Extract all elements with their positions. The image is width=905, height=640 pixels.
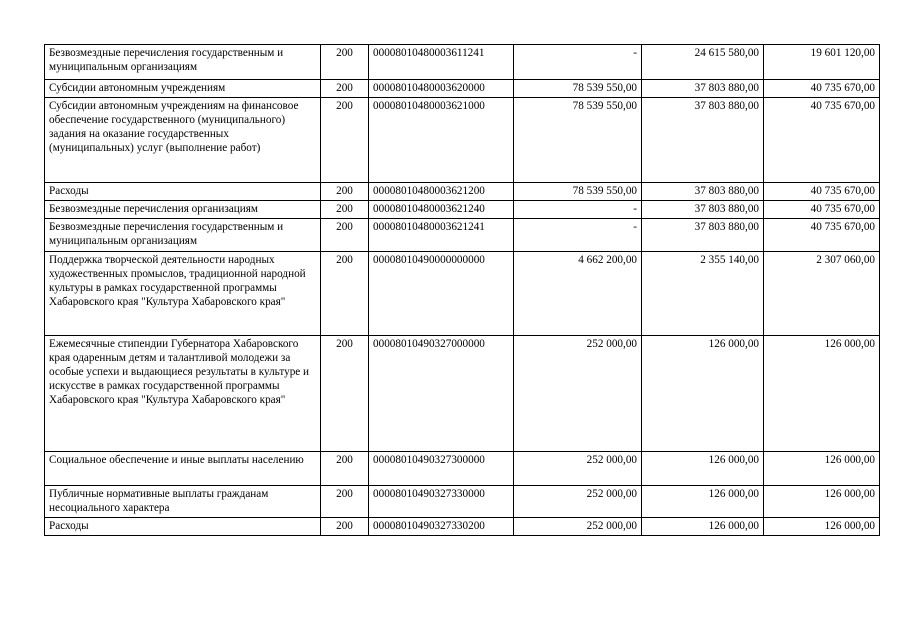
row-target-code-cell: 00008010480003621241 xyxy=(369,219,514,252)
row-code-cell: 200 xyxy=(321,518,369,536)
table-row xyxy=(45,452,880,486)
row-code-cell: 200 xyxy=(321,45,369,80)
row-code-cell: 200 xyxy=(321,98,369,183)
row-sum-3-cell: 126 000,00 xyxy=(764,452,880,486)
table-row xyxy=(45,252,880,336)
row-sum-3-cell: 40 735 670,00 xyxy=(764,201,880,219)
row-sum-2-cell: 37 803 880,00 xyxy=(642,183,764,201)
row-sum-1-cell: 252 000,00 xyxy=(514,336,642,452)
row-code-cell: 200 xyxy=(321,219,369,252)
row-name-cell: Безвозмездные перечисления организациям xyxy=(45,201,321,219)
row-sum-1-cell: 4 662 200,00 xyxy=(514,252,642,336)
row-name-cell: Ежемесячные стипендии Губернатора Хабаровского края одаренным детям и талантливой молодежи за особые успехи и выдающиеся результаты в культуре и искусстве в рамках государственной программы Хабаровского края "Культура Хабаровского края" xyxy=(45,336,321,452)
row-name-cell: Социальное обеспечение и иные выплаты населению xyxy=(45,452,321,486)
row-target-code-cell: 00008010480003620000 xyxy=(369,80,514,98)
row-target-code-cell: 00008010480003621000 xyxy=(369,98,514,183)
row-sum-2-cell: 126 000,00 xyxy=(642,452,764,486)
row-sum-2-cell: 24 615 580,00 xyxy=(642,45,764,80)
row-sum-2-cell: 37 803 880,00 xyxy=(642,201,764,219)
row-target-code-cell: 00008010480003611241 xyxy=(369,45,514,80)
row-sum-1-cell: - xyxy=(514,201,642,219)
table-row xyxy=(45,219,880,252)
row-sum-1-cell: - xyxy=(514,219,642,252)
row-sum-1-cell: 252 000,00 xyxy=(514,518,642,536)
row-sum-2-cell: 2 355 140,00 xyxy=(642,252,764,336)
row-code-cell: 200 xyxy=(321,201,369,219)
row-sum-2-cell: 126 000,00 xyxy=(642,518,764,536)
row-name-cell: Безвозмездные перечисления государственным и муниципальным организациям xyxy=(45,45,321,80)
table-row xyxy=(45,336,880,452)
row-sum-1-cell: - xyxy=(514,45,642,80)
table-row xyxy=(45,80,880,98)
row-sum-2-cell: 37 803 880,00 xyxy=(642,98,764,183)
row-sum-3-cell: 40 735 670,00 xyxy=(764,219,880,252)
row-name-cell: Публичные нормативные выплаты гражданам несоциального характера xyxy=(45,486,321,518)
row-target-code-cell: 00008010490327300000 xyxy=(369,452,514,486)
row-name-cell: Поддержка творческой деятельности народных художественных промыслов, традиционной народной культуры в рамках государственной программы Хабаровского края "Культура Хабаровского края" xyxy=(45,252,321,336)
row-code-cell: 200 xyxy=(321,486,369,518)
row-sum-3-cell: 40 735 670,00 xyxy=(764,80,880,98)
row-sum-1-cell: 252 000,00 xyxy=(514,486,642,518)
row-target-code-cell: 00008010490327000000 xyxy=(369,336,514,452)
row-sum-1-cell: 252 000,00 xyxy=(514,452,642,486)
row-sum-3-cell: 126 000,00 xyxy=(764,486,880,518)
table-row xyxy=(45,183,880,201)
row-sum-2-cell: 126 000,00 xyxy=(642,486,764,518)
row-code-cell: 200 xyxy=(321,80,369,98)
row-sum-1-cell: 78 539 550,00 xyxy=(514,80,642,98)
row-sum-3-cell: 126 000,00 xyxy=(764,336,880,452)
row-sum-3-cell: 40 735 670,00 xyxy=(764,98,880,183)
row-code-cell: 200 xyxy=(321,252,369,336)
row-name-cell: Субсидии автономным учреждениям на финансовое обеспечение государственного (муниципального) задания на оказание государственных (муниципальных) услуг (выполнение работ) xyxy=(45,98,321,183)
row-name-cell: Безвозмездные перечисления государственным и муниципальным организациям xyxy=(45,219,321,252)
row-name-cell: Расходы xyxy=(45,518,321,536)
row-target-code-cell: 00008010490000000000 xyxy=(369,252,514,336)
table-row xyxy=(45,98,880,183)
row-sum-2-cell: 126 000,00 xyxy=(642,336,764,452)
row-sum-1-cell: 78 539 550,00 xyxy=(514,98,642,183)
row-target-code-cell: 00008010490327330200 xyxy=(369,518,514,536)
table-row xyxy=(45,486,880,518)
row-sum-2-cell: 37 803 880,00 xyxy=(642,80,764,98)
row-target-code-cell: 00008010490327330000 xyxy=(369,486,514,518)
table-row xyxy=(45,201,880,219)
row-code-cell: 200 xyxy=(321,452,369,486)
row-name-cell: Расходы xyxy=(45,183,321,201)
row-target-code-cell: 00008010480003621200 xyxy=(369,183,514,201)
table-row xyxy=(45,45,880,80)
table-row xyxy=(45,518,880,536)
row-sum-3-cell: 40 735 670,00 xyxy=(764,183,880,201)
row-name-cell: Субсидии автономным учреждениям xyxy=(45,80,321,98)
row-code-cell: 200 xyxy=(321,183,369,201)
budget-table xyxy=(44,44,880,536)
row-sum-3-cell: 2 307 060,00 xyxy=(764,252,880,336)
row-sum-3-cell: 126 000,00 xyxy=(764,518,880,536)
row-code-cell: 200 xyxy=(321,336,369,452)
row-sum-1-cell: 78 539 550,00 xyxy=(514,183,642,201)
row-sum-3-cell: 19 601 120,00 xyxy=(764,45,880,80)
row-sum-2-cell: 37 803 880,00 xyxy=(642,219,764,252)
row-target-code-cell: 00008010480003621240 xyxy=(369,201,514,219)
